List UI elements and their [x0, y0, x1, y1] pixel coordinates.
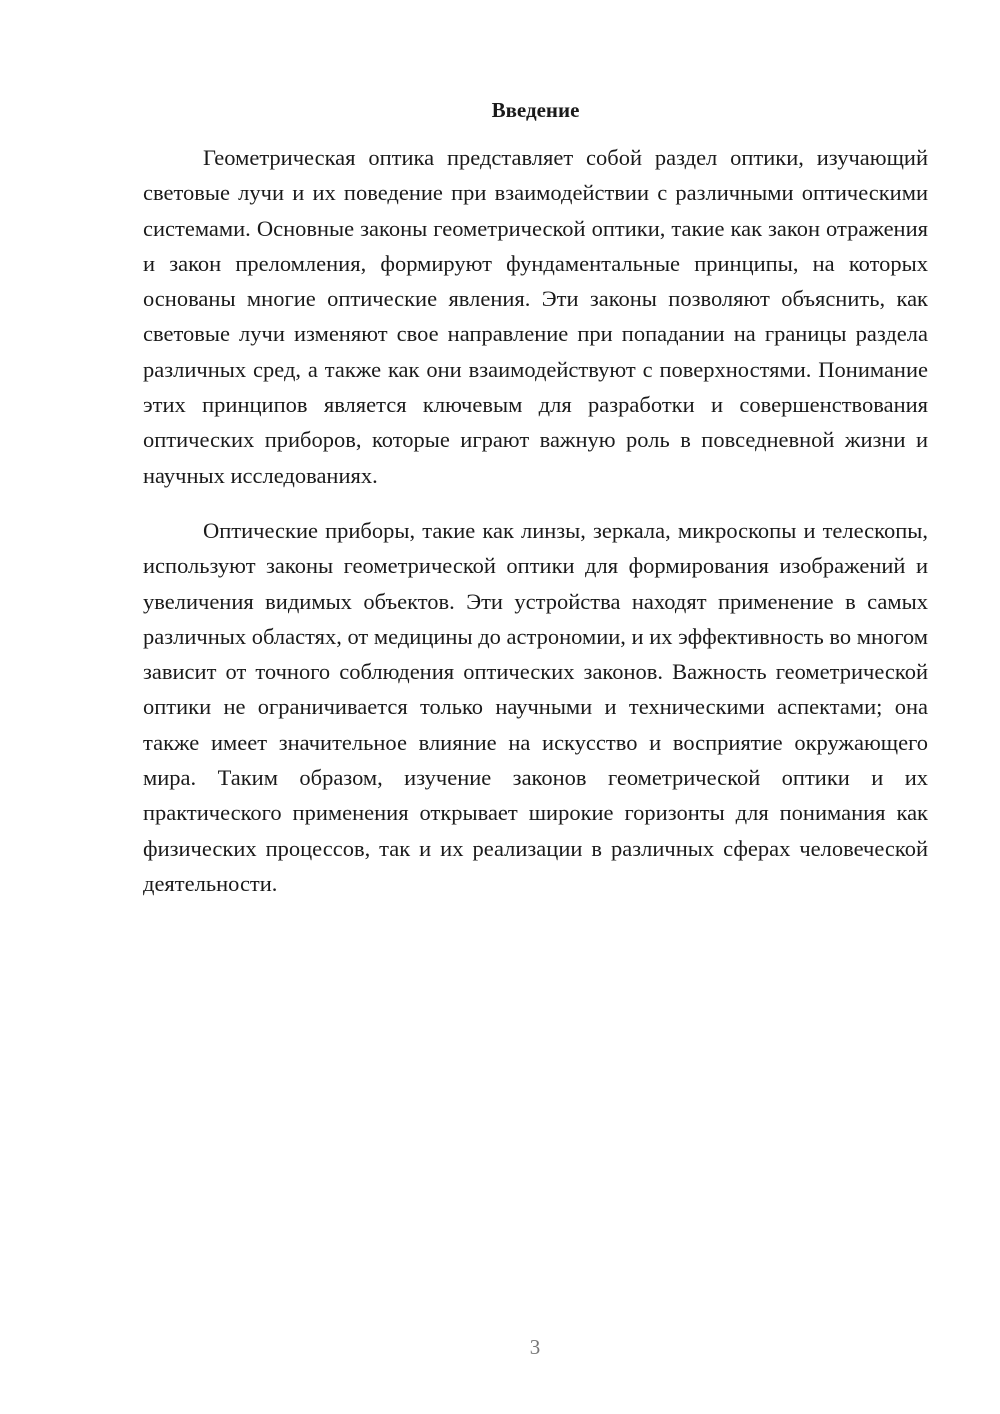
- paragraph-intro: Геометрическая оптика представляет собой раздел оптики, изучающий световые лучи и их поведение при взаимодействии с различными оптическими системами. Основные законы геометрической оптики, такие как закон отражения и закон преломления, формируют фундаментальные принципы, на которых основаны многие оптические явления. Эти законы позволяют объяснить, как световые лучи изменяют свое направление при попадании на границы раздела различных сред, а также как они взаимодействуют с поверхностями. Понимание этих принципов является ключевым для разработки и совершенствования оптических приборов, которые играют важную роль в повседневной жизни и научных исследованиях.: [143, 145, 928, 488]
- page-number: 3: [529, 1335, 541, 1359]
- page-content: [143, 96, 928, 901]
- section-heading: Введение: [491, 98, 580, 122]
- paragraph-optical-devices: Оптические приборы, такие как линзы, зеркала, микроскопы и телескопы, используют законы геометрической оптики для формирования изображений и увеличения видимых объектов. Эти устройства находят применение в самых различных областях, от медицины до астрономии, и их эффективность во многом зависит от точного соблюдения оптических законов. Важность геометрической оптики не ограничивается только научными и техническими аспектами; она также имеет значительное влияние на искусство и восприятие окружающего мира. Таким образом, изучение законов геометрической оптики и их практического применения открывает широкие горизонты для понимания как физических процессов, так и их реализации в различных сферах человеческой деятельности.: [143, 517, 928, 896]
